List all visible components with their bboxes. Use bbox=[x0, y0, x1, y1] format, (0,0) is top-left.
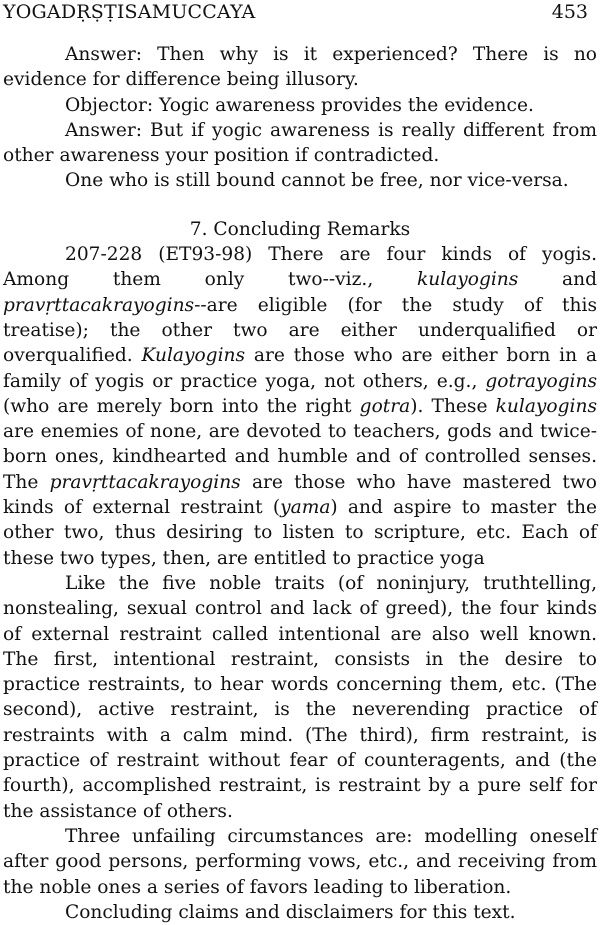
running-title: YOGADṚṢṬISAMUCCAYA bbox=[3, 1, 256, 23]
p1-term-2: pravṛttacakrayogins bbox=[3, 294, 195, 316]
dialogue-answer-1: Answer: Then why is it experienced? There is no evidence for difference being illusory. bbox=[3, 44, 597, 91]
page-body bbox=[3, 42, 597, 925]
p1-text-2: and bbox=[518, 269, 598, 291]
p1-term-4: gotrayogins bbox=[485, 370, 597, 392]
paragraph-kinds-of-yogis bbox=[3, 242, 597, 571]
page-number: 453 bbox=[551, 1, 588, 23]
paragraph-external-restraint: Like the five noble traits (of noninjury, truthtelling, nonstealing, sexual control and lack of greed), the four kinds of external restraint called intentional are also well known. The first, intentional restraint, consists in the desire to practice restraints, to hear words concerning them, etc. (The second), active restraint, is the neverending practice of restraints with a calm mind. (The third), firm restraint, is practice of restraint without fear of counteragents, and (the fourth), accomplished restraint, is restraint by a pure self for the assistance of others. bbox=[3, 572, 597, 822]
dialogue-objector: Objector: Yogic awareness provides the evidence. bbox=[65, 94, 534, 116]
p1-text-9: ) and aspire to master the other two, thus desiring to listen to scripture, etc. Each of these two types, then, are entitled to practice yoga bbox=[3, 497, 597, 569]
p1-text-8: are those who have mastered two kinds of external restraint ( bbox=[3, 471, 597, 519]
p1-text-6: ). These bbox=[410, 395, 496, 417]
p1-term-1: kulayogins bbox=[416, 269, 519, 291]
p1-term-3: Kulayogins bbox=[141, 345, 246, 367]
p1-text-4: are those who are either born in a family of yogis or practice yoga, not others, e.g., bbox=[3, 345, 597, 392]
p1-text-7: are enemies of none, are devoted to teachers, gods and twice-born ones, kindhearted and humble and of controlled senses. The bbox=[3, 421, 597, 493]
paragraph-concluding-claims: Concluding claims and disclaimers for this text. bbox=[65, 901, 516, 923]
p1-term-7: pravṛttacakrayogins bbox=[49, 471, 241, 493]
section-heading: 7. Concluding Remarks bbox=[189, 218, 411, 240]
p1-text-3: --are eligible (for the study of this treatise); the other two are either underqualified or overqualified. bbox=[3, 294, 597, 367]
section-spacer bbox=[3, 194, 597, 217]
p1-term-8: yama bbox=[280, 497, 331, 519]
running-header bbox=[3, 2, 588, 30]
p1-text-5: (who are merely born into the right bbox=[3, 395, 360, 417]
paragraph-unfailing-circumstances: Three unfailing circumstances are: modelling oneself after good persons, performing vows, etc., and receiving from the noble ones a series of favors leading to liberation. bbox=[3, 825, 597, 898]
p1-term-6: kulayogins bbox=[495, 395, 597, 417]
p1-text-1: 207-228 (ET93-98) There are four kinds of yogis. Among them only two--viz., bbox=[3, 244, 597, 291]
dialogue-closing: One who is still bound cannot be free, nor vice-versa. bbox=[65, 170, 569, 192]
dialogue-answer-2: Answer: But if yogic awareness is really different from other awareness your position if contradicted. bbox=[3, 119, 597, 167]
p1-term-5: gotra bbox=[359, 395, 411, 417]
